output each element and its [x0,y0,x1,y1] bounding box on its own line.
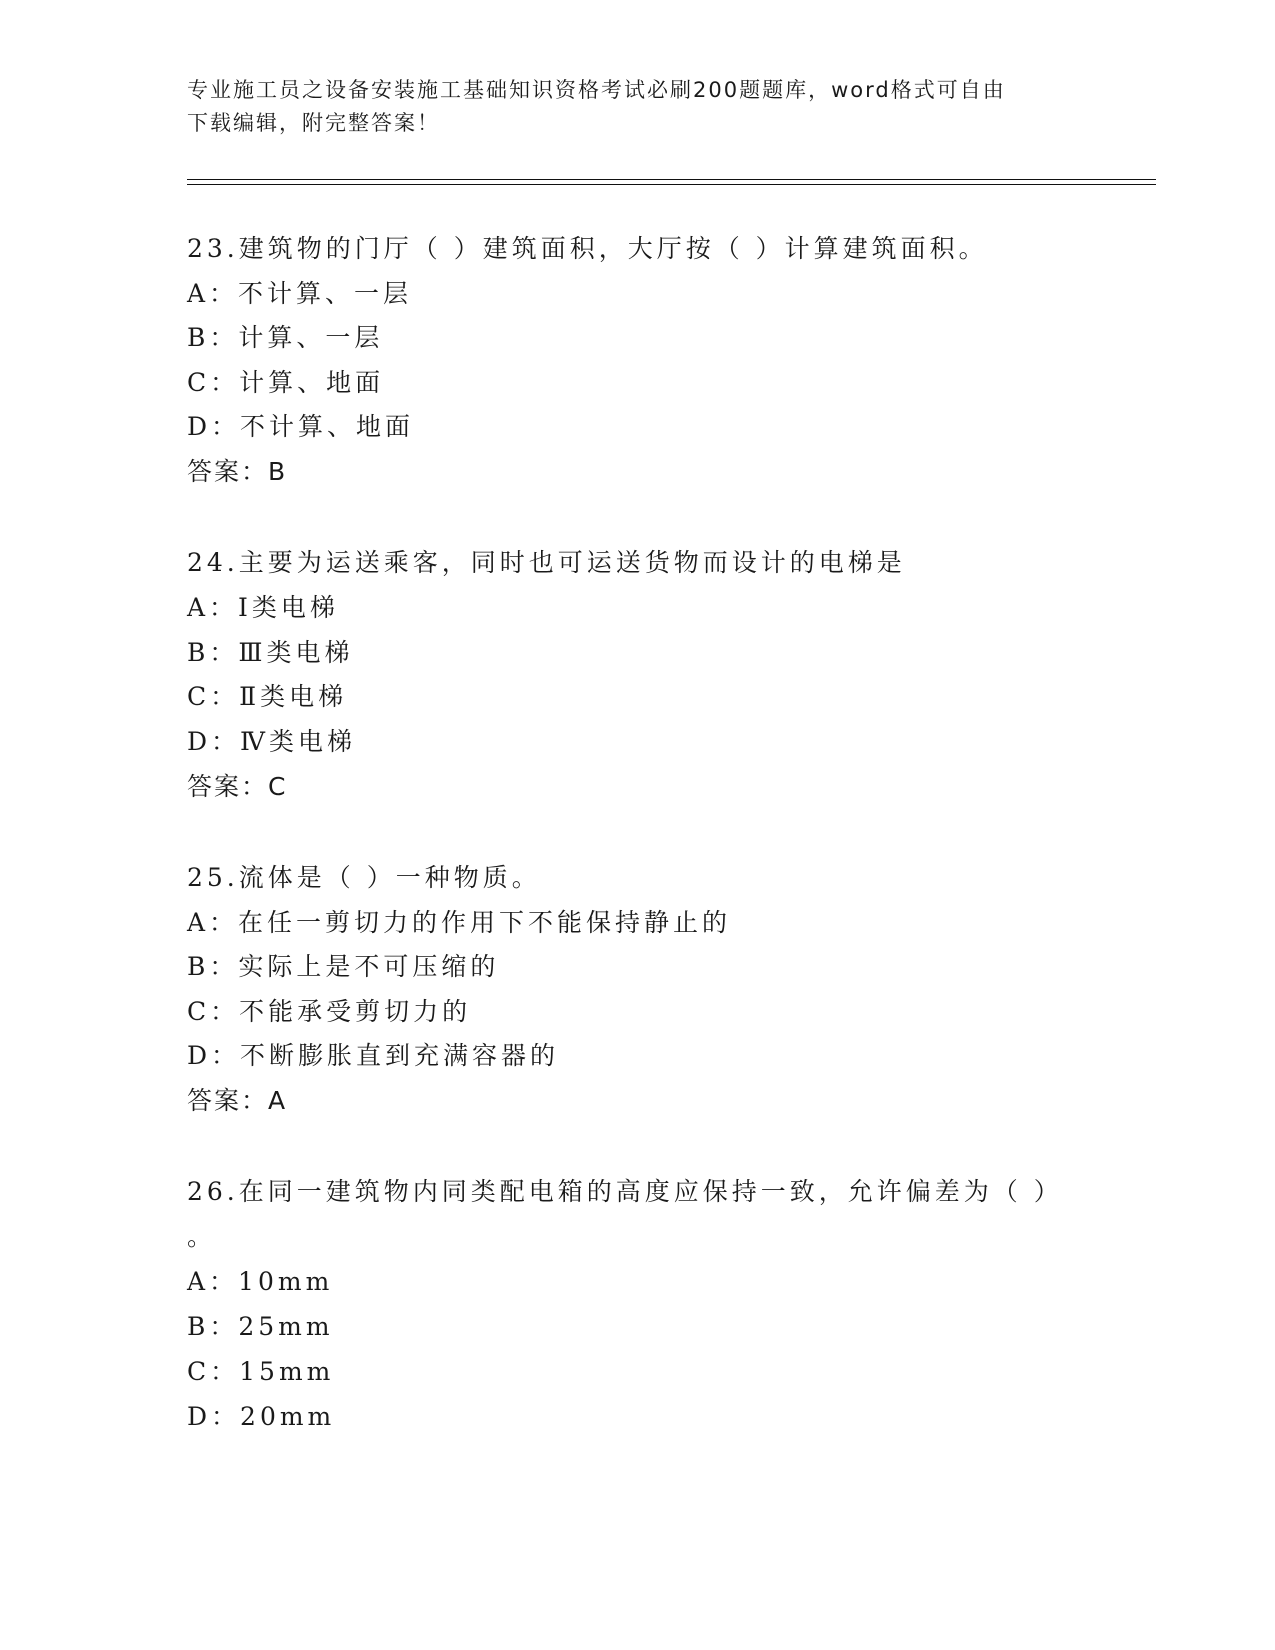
header-divider-bottom [187,184,1156,185]
question-25-option-a: A：在任一剪切力的作用下不能保持静止的 [187,908,732,937]
question-25-option-b: B：实际上是不可压缩的 [187,952,500,981]
question-25-option-c: C：不能承受剪切力的 [187,997,472,1026]
question-26-option-c: C：15mm [187,1357,335,1386]
header-line-1: 专业施工员之设备安装施工基础知识资格考试必刷200题题库，word格式可自由 [187,78,1006,102]
question-25-stem: 25.流体是（ ）一种物质。 [187,863,541,892]
question-24-stem: 24.主要为运送乘客，同时也可运送货物而设计的电梯是 [187,548,906,577]
question-26-option-d: D：20mm [187,1402,336,1431]
question-25-answer: 答案：A [187,1086,288,1115]
question-23-answer: 答案：B [187,457,288,486]
question-23-option-d: D：不计算、地面 [187,412,415,441]
question-24-option-a: A：Ⅰ类电梯 [187,593,339,622]
question-23-stem: 23.建筑物的门厅（ ）建筑面积，大厅按（ ）计算建筑面积。 [187,234,988,263]
question-26-stem-continued: 。 [187,1222,217,1251]
question-25-option-d: D：不断膨胀直到充满容器的 [187,1041,560,1070]
question-26-stem: 26.在同一建筑物内同类配电箱的高度应保持一致，允许偏差为（ ） [187,1177,1063,1206]
question-24-option-c: C：Ⅱ类电梯 [187,682,348,711]
question-23-option-a: A：不计算、一层 [187,279,413,308]
question-26-option-a: A：10mm [187,1267,334,1296]
question-23-option-c: C：计算、地面 [187,368,385,397]
question-24-option-d: D：Ⅳ类电梯 [187,727,357,756]
question-24-answer: 答案：C [187,772,288,801]
header-line-2: 下载编辑，附完整答案！ [187,111,440,135]
document-header [187,74,1087,140]
header-divider-top [187,179,1156,180]
question-26-option-b: B：25mm [187,1312,334,1341]
question-24-option-b: B：Ⅲ类电梯 [187,638,354,667]
question-23-option-b: B：计算、一层 [187,323,384,352]
